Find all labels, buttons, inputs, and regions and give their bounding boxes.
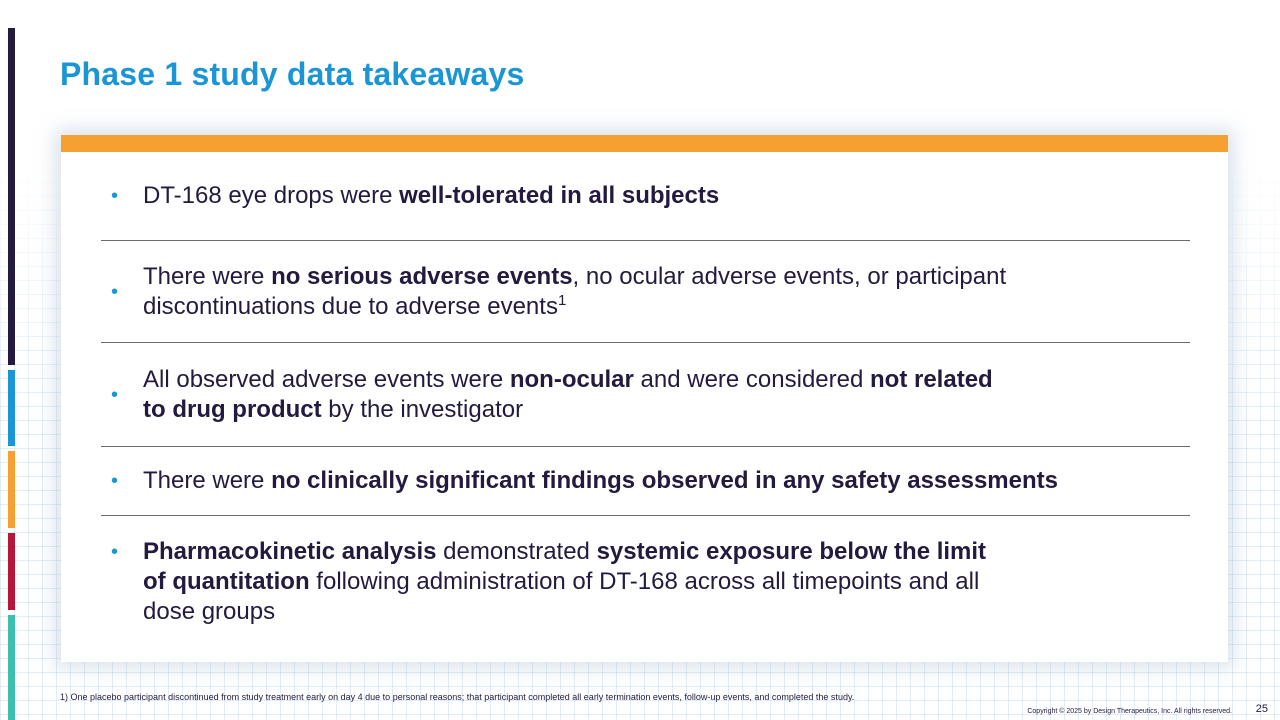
item-emphasis: Pharmacokinetic analysis: [143, 538, 437, 565]
copyright-notice: Copyright © 2025 by Design Therapeutics, Inc. All rights reserved.: [1027, 708, 1232, 715]
bullet-icon: •: [111, 185, 119, 207]
item-text: following administration of DT-168 across all timepoints and all: [309, 568, 980, 595]
sidebar-segment-navy: [8, 28, 15, 365]
item-emphasis: systemic exposure below the limit: [596, 538, 987, 565]
footnote: 1) One placebo participant discontinued from study treatment early on day 4 due to personal reasons; that participant completed all early termination events, follow-up events, and completed the study.: [60, 692, 855, 702]
item-emphasis: no clinically significant findings observed in any safety assessments: [271, 467, 1058, 494]
slide-title: Phase 1 study data takeaways: [60, 56, 525, 92]
item-text: dose groups: [143, 598, 276, 625]
takeaway-item-pharmacokinetics: [101, 516, 1190, 656]
item-line: [143, 537, 1170, 567]
takeaway-item-safety-findings: [101, 447, 1190, 516]
item-text: demonstrated: [436, 538, 597, 565]
item-line: [143, 262, 1170, 292]
takeaways-card: [61, 135, 1228, 662]
takeaway-item-serious-events: [101, 241, 1190, 343]
takeaway-item-non-ocular: [101, 343, 1190, 447]
item-text: by the investigator: [321, 395, 524, 423]
item-text: There were: [143, 467, 272, 494]
bullet-icon: •: [111, 470, 119, 492]
sidebar-segment-teal: [8, 615, 15, 720]
item-line: [143, 292, 1170, 322]
bullet-icon: •: [111, 541, 119, 563]
item-text: and were considered: [633, 365, 871, 393]
item-emphasis: not related: [870, 365, 993, 393]
item-text: All observed adverse events were: [143, 365, 510, 393]
bullet-icon: •: [111, 280, 119, 303]
bullet-icon: •: [111, 383, 119, 406]
footnote-marker: 1: [557, 291, 567, 309]
item-emphasis: of quantitation: [143, 568, 310, 595]
sidebar-segment-red: [8, 533, 15, 610]
sidebar-segment-blue: [8, 370, 15, 446]
sidebar-segment-orange: [8, 451, 15, 528]
takeaways-list: [101, 152, 1190, 656]
item-line: [143, 466, 1170, 496]
item-text: , no ocular adverse events, or participant: [572, 262, 1007, 290]
item-emphasis: non-ocular: [509, 365, 634, 393]
item-emphasis: well-tolerated in all subjects: [399, 182, 720, 209]
item-line: [143, 395, 1170, 425]
item-line: [143, 567, 1170, 597]
item-line: [143, 365, 1170, 395]
card-accent-band: [61, 135, 1228, 152]
item-line: [143, 181, 1170, 211]
page-number: 25: [1255, 703, 1268, 715]
item-text: discontinuations due to adverse events: [143, 292, 558, 320]
item-text: There were: [143, 262, 272, 290]
item-emphasis: no serious adverse events: [271, 262, 573, 290]
item-emphasis: to drug product: [143, 395, 322, 423]
takeaway-item-tolerability: [101, 152, 1190, 241]
item-line: [143, 597, 1170, 627]
item-text: DT-168 eye drops were: [143, 182, 400, 209]
